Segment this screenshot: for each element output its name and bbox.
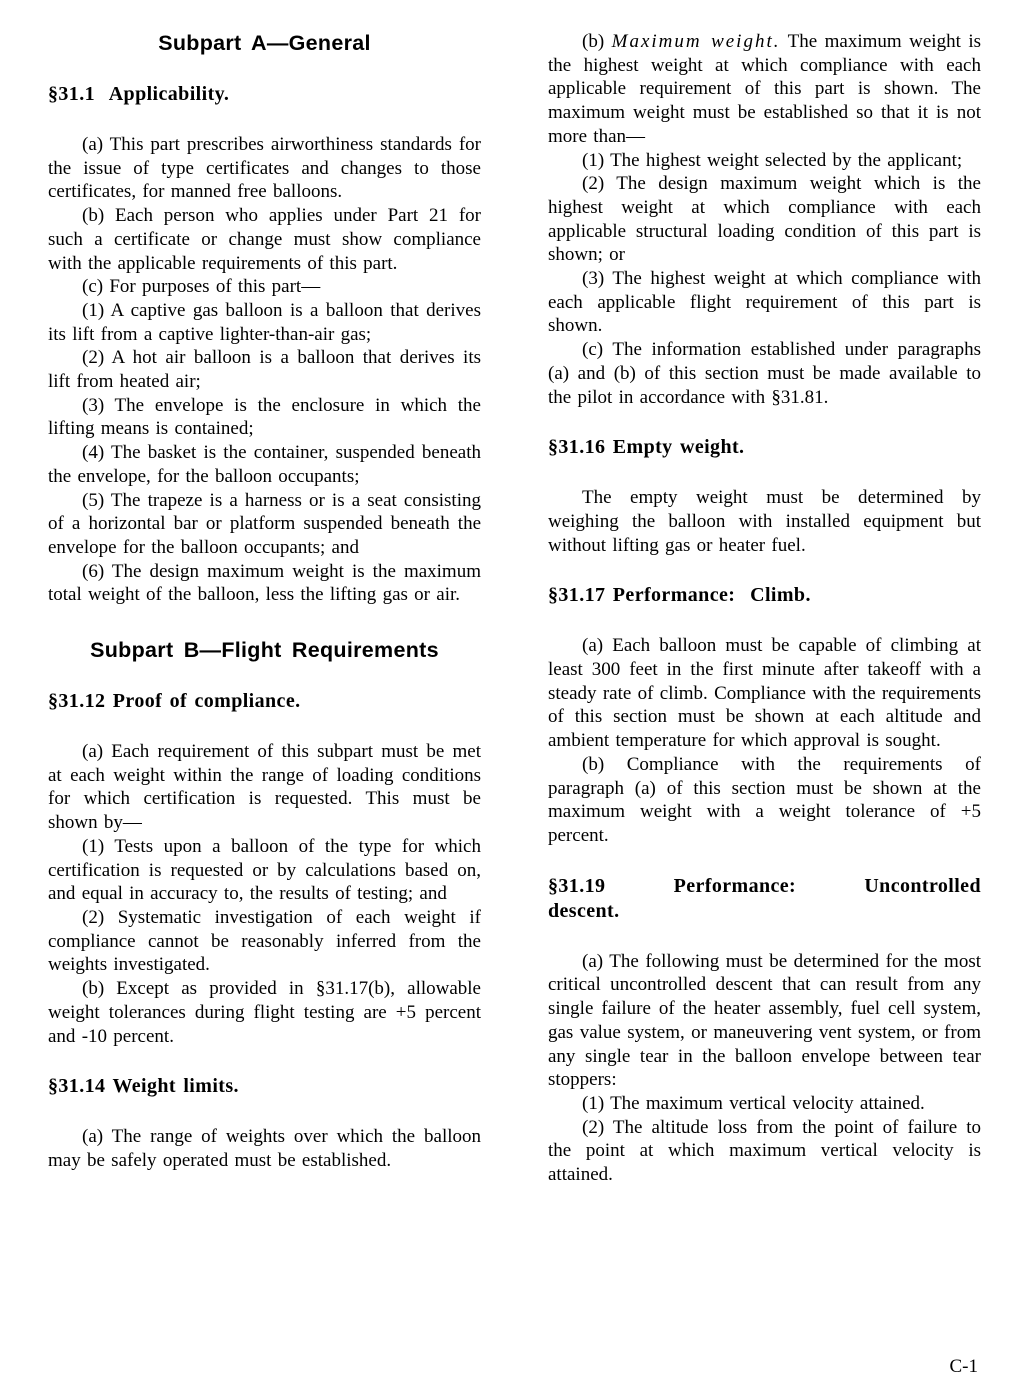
section-31-1-heading: §31.1 Applicability. [48, 83, 230, 105]
paragraph-31-14-b-prefix: (b) [582, 31, 612, 52]
section-31-12-heading: §31.12 Proof of compliance. [48, 690, 301, 713]
left-column [48, 30, 481, 1187]
paragraph-31-19-a: (a) The following must be determined for the most critical uncontrolled descent that can result from any single failure of the heater assembly, fuel cell system, gas value system, or maneuvering vent system, or from any single tear in the balloon envelope between tear stoppers: [548, 950, 981, 1091]
paragraph-31-17-b: (b) Compliance with the requirements of paragraph (a) of this section must be shown at the maximum weight with a weight tolerance of +5 percent. [548, 753, 981, 846]
paragraph-31-14-b-1: (1) The highest weight selected by the applicant; [582, 149, 963, 171]
paragraph-31-12-a: (a) Each requirement of this subpart must be met at each weight within the range of loading conditions for which certification is requested. This must be shown by— [48, 741, 481, 834]
section-31-19-heading-line1: §31.19 Performance: Uncontrolled [548, 874, 981, 897]
paragraph-31-1-c-3: (3) The envelope is the enclosure in which the lifting means is contained; [48, 394, 481, 440]
section-31-19-heading-line2: descent. [548, 899, 620, 922]
paragraph-31-19-a-1: (1) The maximum vertical velocity attained. [582, 1092, 925, 1114]
paragraph-31-12-a-1: (1) Tests upon a balloon of the type for which certification is requested or by calculations based on, and equal in accuracy to, the results of testing; and [48, 835, 481, 905]
paragraph-31-12-b: (b) Except as provided in §31.17(b), allowable weight tolerances during flight testing are +5 percent and -10 percent. [48, 978, 481, 1047]
section-31-14-heading: §31.14 Weight limits. [48, 1075, 239, 1098]
paragraph-31-1-c-6: (6) The design maximum weight is the maximum total weight of the balloon, less the lifting gas or air. [48, 560, 481, 606]
paragraph-31-12-a-2: (2) Systematic investigation of each weight if compliance cannot be reasonably inferred from the weights investigated. [48, 906, 481, 976]
paragraph-31-1-c-4: (4) The basket is the container, suspended beneath the envelope, for the balloon occupants; [48, 442, 481, 487]
paragraph-31-1-a: (a) This part prescribes airworthiness standards for the issue of type certificates and changes to those certificates, for manned free balloons. [48, 134, 481, 203]
section-31-16-heading: §31.16 Empty weight. [548, 436, 745, 459]
section-31-17-heading: §31.17 Performance: Climb. [548, 584, 811, 607]
paragraph-31-14-b-2: (2) The design maximum weight which is the highest weight at which compliance with each applicable structural loading condition of this part is shown; or [548, 173, 981, 266]
section-31-19-heading [548, 874, 981, 924]
paragraph-31-1-c-1: (1) A captive gas balloon is a balloon that derives its lift from a captive lighter-than-air gas; [48, 299, 481, 345]
paragraph-31-19-a-2: (2) The altitude loss from the point of failure to the point at which maximum vertical velocity is attained. [548, 1116, 981, 1186]
two-column-layout [48, 30, 981, 1187]
paragraph-31-14-b [548, 30, 981, 149]
paragraph-31-14-c: (c) The information established under paragraphs (a) and (b) of this section must be made available to the pilot in accordance with §31.81. [548, 339, 981, 408]
paragraph-31-14-b-italic-lead: Maximum weight. [611, 31, 781, 52]
subpart-a-heading: Subpart A—General [158, 31, 371, 55]
paragraph-31-14-b-body: The maximum weight is the highest weight at which compliance with each applicable requirement of this part is shown. The maximum weight must be established so that it is not more than— [548, 31, 981, 147]
paragraph-31-14-a: (a) The range of weights over which the balloon may be safely operated must be established. [48, 1126, 481, 1171]
paragraph-31-16: The empty weight must be determined by weighing the balloon with installed equipment but without lifting gas or heater fuel. [548, 487, 981, 556]
paragraph-31-17-a: (a) Each balloon must be capable of climbing at least 300 feet in the first minute after takeoff with a steady rate of climb. Compliance with the requirements of this section must be shown at each altitude and ambient temperature for which approval is sought. [548, 635, 981, 752]
page-number: C-1 [949, 1356, 978, 1378]
subpart-b-heading: Subpart B—Flight Requirements [90, 638, 439, 663]
paragraph-31-1-c-5: (5) The trapeze is a harness or is a seat consisting of a horizontal bar or platform suspended beneath the envelope for the balloon occupants; and [48, 489, 481, 558]
paragraph-31-14-b-3: (3) The highest weight at which compliance with each applicable flight requirement of this part is shown. [548, 268, 981, 337]
right-column [548, 30, 981, 1187]
paragraph-31-1-c: (c) For purposes of this part— [82, 276, 321, 298]
paragraph-31-1-c-2: (2) A hot air balloon is a balloon that derives its lift from heated air; [48, 347, 481, 393]
paragraph-31-1-b: (b) Each person who applies under Part 21 for such a certificate or change must show compliance with the applicable requirements of this part. [48, 205, 481, 274]
